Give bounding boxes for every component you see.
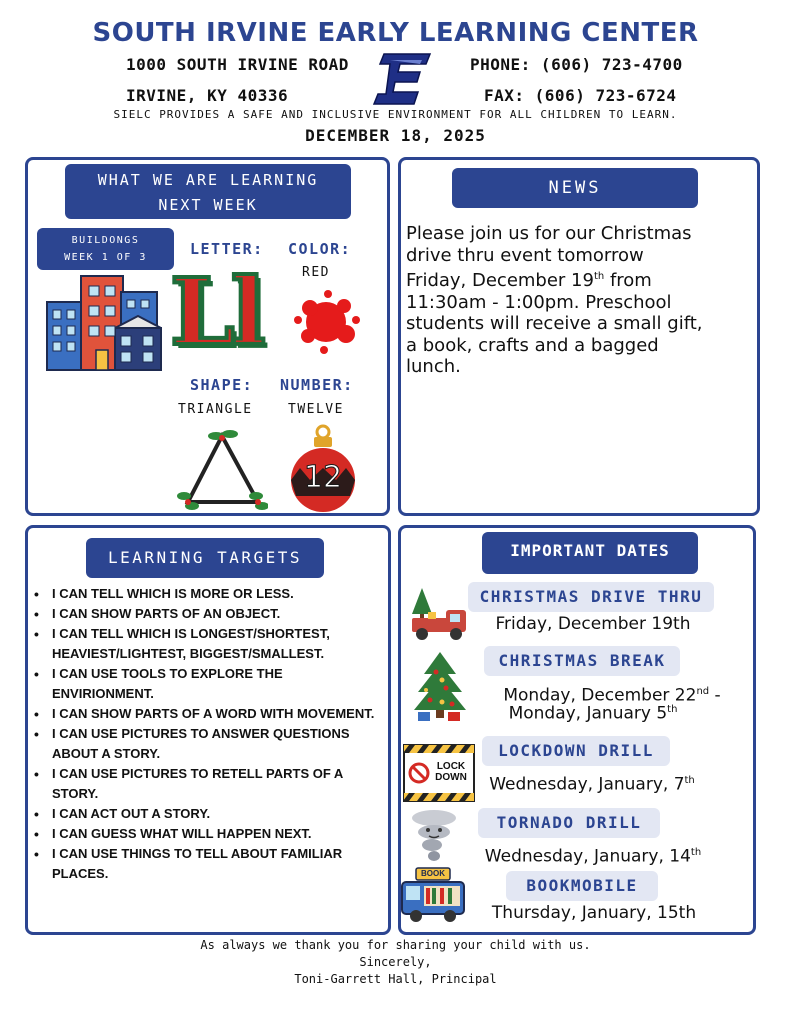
target-item: • I CAN USE PICTURES TO ANSWER QUESTIONS ABOUT A STORY. xyxy=(30,724,380,764)
target-item: • I CAN GUESS WHAT WILL HAPPEN NEXT. xyxy=(30,824,380,844)
news-body: Please join us for our Christmas drive thru event tomorrow Friday, December 19th from 11:30am - 1:00pm. Preschool students will receive a small gift, a book, crafts and a bagged lunch. xyxy=(406,223,703,377)
footer-signature: Toni-Garrett Hall, Principal xyxy=(294,972,497,986)
ornament-icon xyxy=(290,424,356,514)
event-bookmobile-date: Thursday, January, 15th xyxy=(491,903,697,923)
bookmobile-sign-text: BOOK xyxy=(421,869,445,878)
number-label: NUMBER: xyxy=(280,376,354,394)
address-line-2: IRVINE, KY 40336 xyxy=(126,86,289,105)
news-title: NEWS xyxy=(452,168,698,208)
event-christmas-break-end: Monday, January 5th xyxy=(508,703,678,724)
event-christmas-drive-thru-date: Friday, December 19th xyxy=(495,614,691,634)
red-paint-splat-icon xyxy=(288,282,364,358)
footer-thanks: As always we thank you for sharing your child with us. xyxy=(200,938,591,952)
tornado-icon xyxy=(410,808,458,866)
learning-title-line2: NEXT WEEK xyxy=(158,196,258,214)
target-item: • I CAN SHOW PARTS OF A WORD WITH MOVEMENT. xyxy=(30,704,380,724)
theme-name: BUILDONGS xyxy=(71,235,140,246)
targets-list xyxy=(30,584,380,884)
target-item: • I CAN ACT OUT A STORY. xyxy=(30,804,380,824)
target-item: • I CAN USE PICTURES TO RETELL PARTS OF A STORY. xyxy=(30,764,380,804)
target-item: • I CAN USE TOOLS TO EXPLORE THE ENVIRIONMENT. xyxy=(30,664,380,704)
target-item: • I CAN TELL WHICH IS MORE OR LESS. xyxy=(30,584,380,604)
shape-value: TRIANGLE xyxy=(178,402,253,417)
christmas-truck-icon xyxy=(408,584,474,642)
footer-sincerely: Sincerely, xyxy=(359,955,432,969)
buildings-icon xyxy=(45,272,163,372)
ornament-number: 12 xyxy=(303,460,343,495)
number-value: TWELVE xyxy=(288,402,344,417)
theme-pill xyxy=(37,228,174,270)
learning-title-pill xyxy=(65,164,351,219)
target-item: • I CAN TELL WHICH IS LONGEST/SHORTEST, HEAVIEST/LIGHTEST, BIGGEST/SMALLEST. xyxy=(30,624,380,664)
event-lockdown-drill: LOCKDOWN DRILL xyxy=(482,736,670,766)
mission-statement: SIELC PROVIDES A SAFE AND INCLUSIVE ENVIRONMENT FOR ALL CHILDREN TO LEARN. xyxy=(113,108,678,121)
event-christmas-break-start: Monday, December 22nd - xyxy=(503,685,721,706)
color-label: COLOR: xyxy=(288,240,352,258)
lockdown-sign-icon xyxy=(403,744,475,802)
targets-title: LEARNING TARGETS xyxy=(86,538,324,578)
triangle-shape-icon xyxy=(176,426,268,512)
lockdown-sign-text: LOCK DOWN xyxy=(435,761,467,783)
target-item: • I CAN USE THINGS TO TELL ABOUT FAMILIAR PLACES. xyxy=(30,844,380,884)
dates-title: IMPORTANT DATES xyxy=(482,532,698,574)
school-name: SOUTH IRVINE EARLY LEARNING CENTER xyxy=(92,18,699,48)
event-bookmobile: BOOKMOBILE xyxy=(506,871,658,901)
color-value: RED xyxy=(302,265,330,280)
target-item: • I CAN SHOW PARTS OF AN OBJECT. xyxy=(30,604,380,624)
phone-number: PHONE: (606) 723-4700 xyxy=(470,55,683,74)
event-christmas-break: CHRISTMAS BREAK xyxy=(484,646,680,676)
shape-label: SHAPE: xyxy=(190,376,254,394)
learning-title-line1: WHAT WE ARE LEARNING xyxy=(97,171,319,189)
event-christmas-drive-thru: CHRISTMAS DRIVE THRU xyxy=(468,582,714,612)
event-tornado-drill-date: Wednesday, January, 14th xyxy=(484,846,702,867)
fax-number: FAX: (606) 723-6724 xyxy=(484,86,677,105)
letter-value: Ll xyxy=(170,258,262,366)
theme-week: WEEK 1 OF 3 xyxy=(64,252,147,263)
address-line-1: 1000 SOUTH IRVINE ROAD xyxy=(126,55,349,74)
bookmobile-icon xyxy=(400,866,466,924)
event-tornado-drill: TORNADO DRILL xyxy=(478,808,660,838)
event-lockdown-drill-date: Wednesday, January, 7th xyxy=(489,774,695,795)
letter-label: LETTER: xyxy=(190,240,264,258)
newsletter-date: DECEMBER 18, 2025 xyxy=(305,126,486,145)
school-logo xyxy=(370,50,432,108)
christmas-tree-icon xyxy=(412,650,468,722)
